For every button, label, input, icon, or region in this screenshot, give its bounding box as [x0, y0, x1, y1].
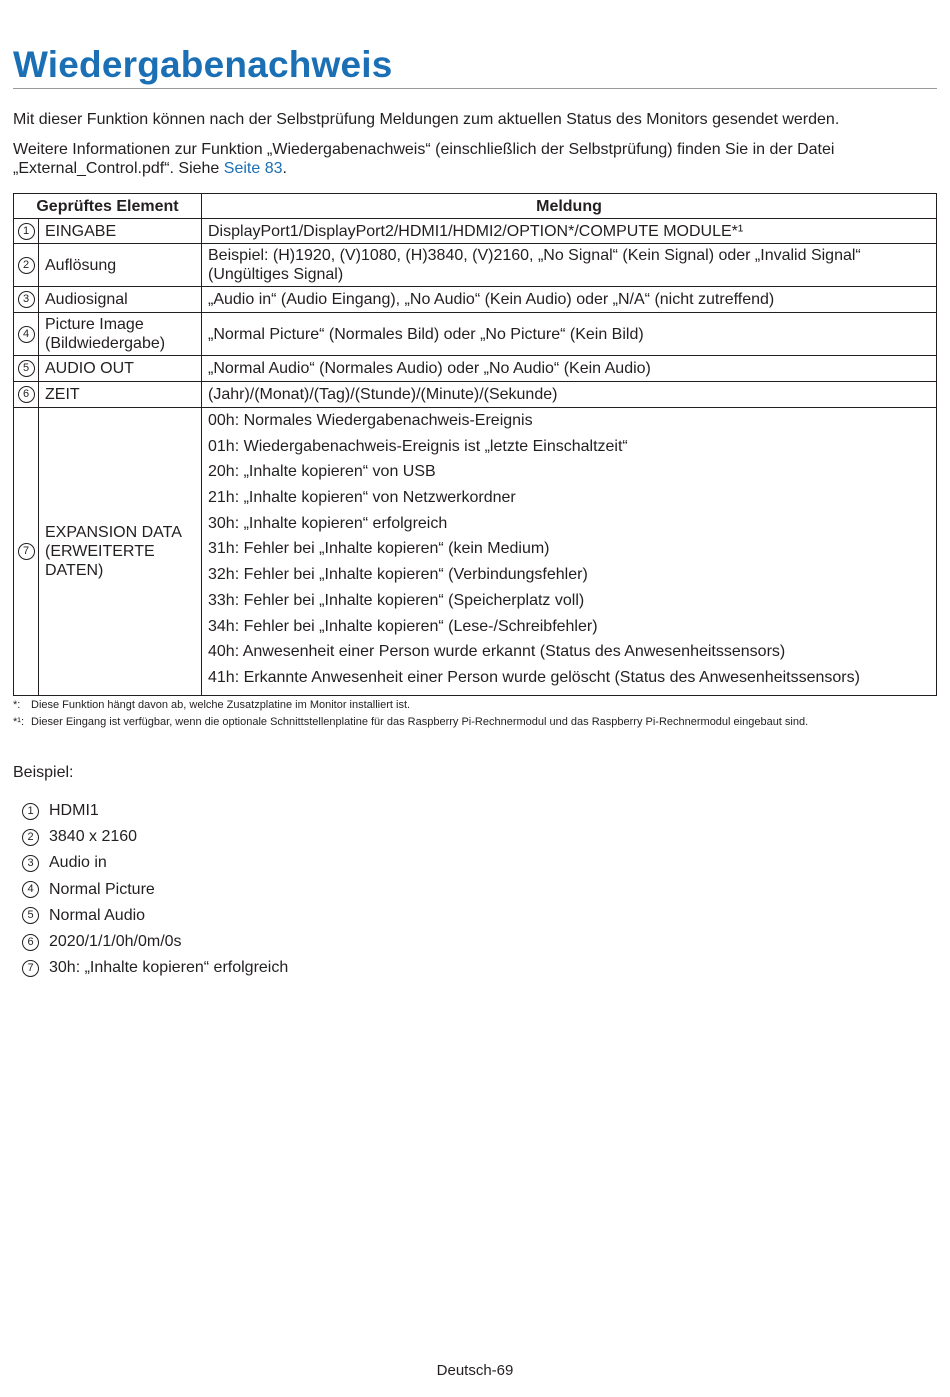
list-item [22, 903, 288, 929]
page-footer: Deutsch-69 [436, 1362, 514, 1379]
table-row [14, 313, 937, 356]
row-element: Picture Image (Bildwiedergabe) [39, 313, 202, 356]
row-number [14, 313, 39, 356]
row-message: (Jahr)/(Monat)/(Tag)/(Stunde)/(Minute)/(Sekunde) [202, 382, 937, 408]
info-paragraph [13, 140, 913, 178]
row-number [14, 356, 39, 382]
list-item-text: 2020/1/1/0h/0m/0s [49, 933, 182, 951]
row-element: Audiosignal [39, 287, 202, 313]
expansion-message: 20h: „Inhalte kopieren“ von USB [208, 463, 436, 481]
table-row-expansion [14, 408, 937, 696]
circled-number-icon: 4 [22, 881, 39, 898]
table-row [14, 356, 937, 382]
row-number [14, 219, 39, 244]
circled-number-icon: 7 [22, 960, 39, 977]
row-message: „Normal Picture“ (Normales Bild) oder „No Picture“ (Kein Bild) [202, 313, 937, 356]
circled-number-icon: 2 [22, 829, 39, 846]
circled-number-icon: 7 [18, 543, 35, 560]
circled-number-icon: 3 [18, 291, 35, 308]
circled-number-icon: 4 [18, 326, 35, 343]
list-item [22, 850, 288, 876]
expansion-messages [202, 408, 937, 696]
expansion-message: 00h: Normales Wiedergabenachweis-Ereignis [208, 412, 533, 429]
row-element: EINGABE [39, 219, 202, 244]
row-number [14, 244, 39, 287]
circled-number-icon: 6 [18, 386, 35, 403]
page-link[interactable]: Seite 83 [223, 160, 283, 177]
circled-number-icon: 6 [22, 934, 39, 951]
expansion-message: 31h: Fehler bei „Inhalte kopieren“ (kein Medium) [208, 540, 550, 558]
row-element: ZEIT [39, 382, 202, 408]
list-item [22, 798, 288, 824]
row-message: „Audio in“ (Audio Eingang), „No Audio“ (Kein Audio) oder „N/A“ (nicht zutreffend) [202, 287, 937, 313]
list-item [22, 877, 288, 903]
row-number [14, 287, 39, 313]
footnote [13, 715, 808, 729]
example-list [22, 798, 288, 981]
list-item [22, 955, 288, 981]
circled-number-icon: 2 [18, 257, 35, 274]
list-item-text: Audio in [49, 854, 107, 872]
table-row [14, 287, 937, 313]
header-message: Meldung [202, 194, 937, 219]
expansion-message: 41h: Erkannte Anwesenheit einer Person wurde gelöscht (Status des Anwesenheitssensors) [208, 668, 860, 686]
row-message: DisplayPort1/DisplayPort2/HDMI1/HDMI2/OPTION*/COMPUTE MODULE*¹ [202, 219, 937, 244]
list-item [22, 824, 288, 850]
expansion-message: 32h: Fehler bei „Inhalte kopieren“ (Verbindungsfehler) [208, 566, 588, 584]
page-title: Wiedergabenachweis [13, 44, 393, 85]
circled-number-icon: 1 [18, 223, 35, 240]
row-message: „Normal Audio“ (Normales Audio) oder „No Audio“ (Kein Audio) [202, 356, 937, 382]
list-item-text: Normal Audio [49, 906, 146, 924]
row-message: Beispiel: (H)1920, (V)1080, (H)3840, (V)2160, „No Signal“ (Kein Signal) oder „Invalid Signal“ (Ungültiges Signal) [202, 244, 937, 287]
table-row [14, 382, 937, 408]
circled-number-icon: 5 [22, 907, 39, 924]
row-element: Auflösung [39, 244, 202, 287]
expansion-message: 21h: „Inhalte kopieren“ von Netzwerkordner [208, 489, 516, 507]
footnote-text: Dieser Eingang ist verfügbar, wenn die optionale Schnittstellenplatine für das Raspberry Pi-Rechnermodul und das Raspberry Pi-Rechnermodul eingebaut sind. [31, 716, 809, 728]
footnote-mark: *: [13, 699, 21, 711]
list-item-text: 30h: „Inhalte kopieren“ erfolgreich [49, 959, 289, 977]
list-item [22, 929, 288, 955]
table-row [14, 219, 937, 244]
expansion-message: 01h: Wiedergabenachweis-Ereignis ist „letzte Einschaltzeit“ [208, 437, 628, 455]
row-element: AUDIO OUT [39, 356, 202, 382]
expansion-message: 33h: Fehler bei „Inhalte kopieren“ (Speicherplatz voll) [208, 591, 585, 609]
list-item-text: Normal Picture [49, 880, 155, 898]
circled-number-icon: 5 [18, 360, 35, 377]
expansion-message: 30h: „Inhalte kopieren“ erfolgreich [208, 514, 448, 532]
info-end: . [282, 160, 287, 177]
intro-paragraph: Mit dieser Funktion können nach der Selbstprüfung Meldungen zum aktuellen Status des Monitors gesendet werden. [13, 111, 840, 128]
list-item-text: 3840 x 2160 [49, 828, 138, 846]
example-label: Beispiel: [13, 764, 74, 781]
footnote [13, 698, 410, 712]
status-table [13, 193, 937, 696]
row-number [14, 382, 39, 408]
info-text: Weitere Informationen zur Funktion „Wiedergabenachweis“ (einschließlich der Selbstprüfung) finden Sie in der Datei „External_Control.pdf“. Siehe [13, 141, 835, 177]
row-element: EXPANSION DATA (ERWEITERTE DATEN) [39, 408, 202, 696]
row-number [14, 408, 39, 696]
footnote-text: Diese Funktion hängt davon ab, welche Zusatzplatine im Monitor installiert ist. [31, 699, 411, 711]
circled-number-icon: 3 [22, 855, 39, 872]
circled-number-icon: 1 [22, 803, 39, 820]
expansion-message: 40h: Anwesenheit einer Person wurde erkannt (Status des Anwesenheitssensors) [208, 643, 786, 661]
header-element: Geprüftes Element [14, 194, 202, 219]
table-row [14, 244, 937, 287]
title-divider [13, 88, 937, 89]
footnote-mark: *¹: [13, 716, 24, 728]
list-item-text: HDMI1 [49, 802, 99, 820]
expansion-message: 34h: Fehler bei „Inhalte kopieren“ (Lese-/Schreibfehler) [208, 617, 598, 635]
